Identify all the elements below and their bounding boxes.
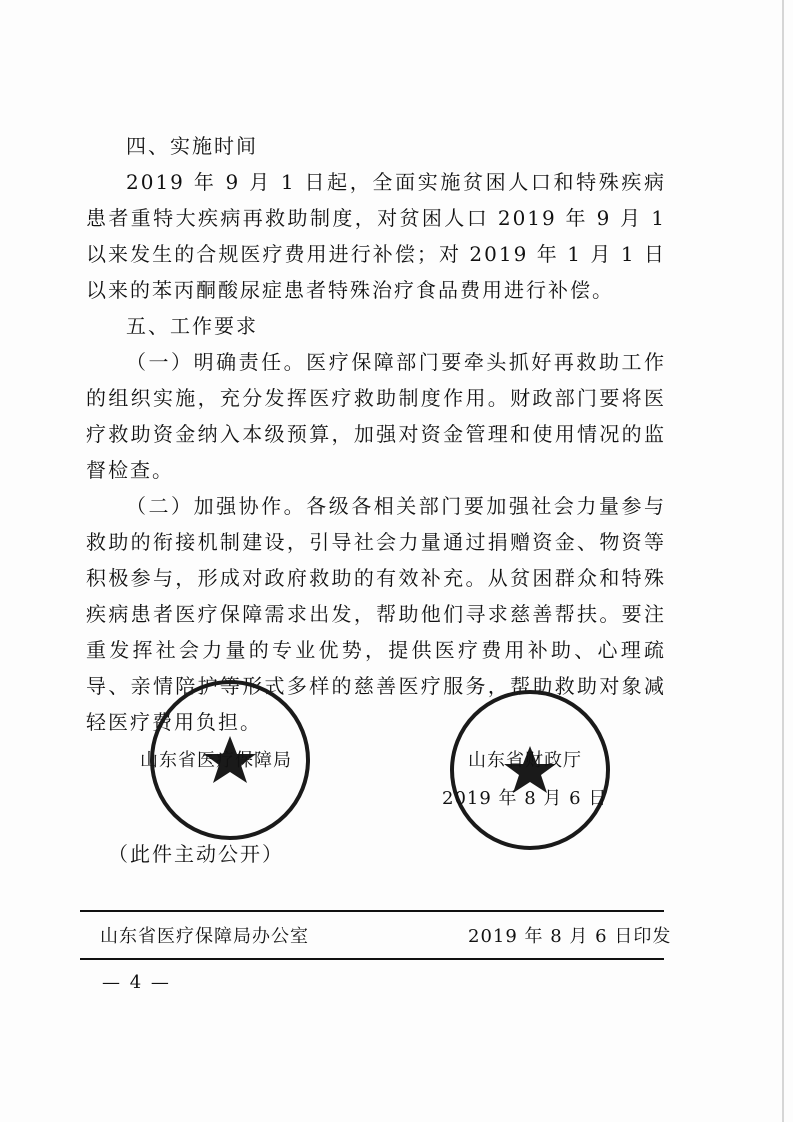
signature-right-org: 山东省财政厅 bbox=[468, 750, 582, 771]
signature-date: 2019 年 8 月 6 日 bbox=[442, 788, 608, 809]
section-4-heading: 四、实施时间 bbox=[126, 134, 258, 158]
footer-rule-bottom bbox=[80, 958, 664, 960]
section-4-paragraph: 2019 年 9 月 1 日起，全面实施贫困人口和特殊疾病患者重特大疾病再救助制度，对贫困人口 2019 年 9 月 1 以来发生的合规医疗费用进行补偿；对 2019 年 1 月 1 日以来的苯丙酮酸尿症患者特殊治疗食品费用进行补偿。 bbox=[86, 170, 666, 302]
document-body bbox=[86, 128, 666, 740]
section-5-paragraph-1: （一）明确责任。医疗保障部门要牵头抓好再救助工作的组织实施，充分发挥医疗救助制度作用。财政部门要将医疗救助资金纳入本级预算，加强对资金管理和使用情况的监督检查。 bbox=[86, 350, 666, 482]
signature-left-org: 山东省医疗保障局 bbox=[140, 750, 292, 771]
public-release-note: （此件主动公开） bbox=[108, 842, 284, 866]
page-number: — 4 — bbox=[102, 972, 171, 993]
section-5-heading: 五、工作要求 bbox=[126, 314, 258, 338]
page-edge-shadow bbox=[782, 0, 784, 1122]
section-5-paragraph-2: （二）加强协作。各级各相关部门要加强社会力量参与救助的衔接机制建设，引导社会力量通过捐赠资金、物资等积极参与，形成对政府救助的有效补充。从贫困群众和特殊疾病患者医疗保障需求出发，帮助他们寻求慈善帮扶。要注重发挥社会力量的专业优势，提供医疗费用补助、心理疏导、亲情陪护等形式多样的慈善医疗服务，帮助救助对象减轻医疗费用负担。 bbox=[86, 494, 666, 734]
footer-rule-top bbox=[80, 910, 664, 912]
footer-issuer: 山东省医疗保障局办公室 bbox=[100, 926, 309, 947]
footer-issued-date: 2019 年 8 月 6 日印发 bbox=[468, 926, 672, 947]
